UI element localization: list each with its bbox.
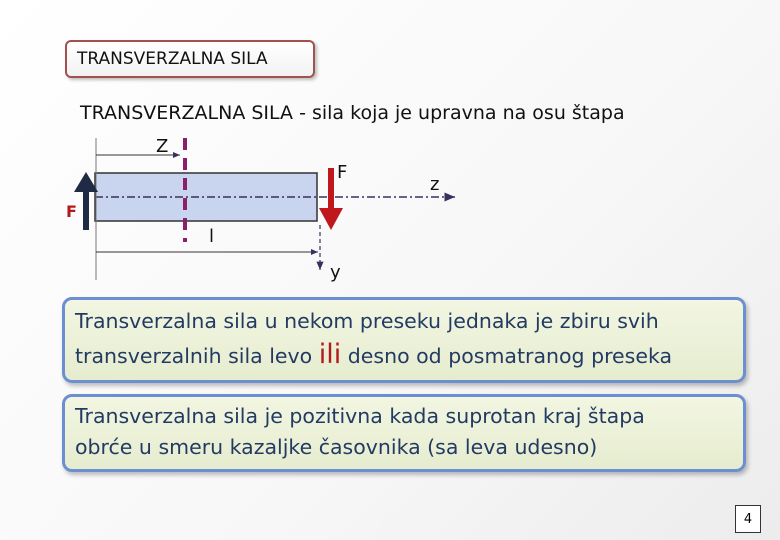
- ili-highlight: ili: [318, 339, 342, 370]
- note1-after: desno od posmatranog preseka: [341, 344, 673, 368]
- note1-line1: Transverzalna sila u nekom preseku jednaka je zbiru svih: [75, 309, 659, 333]
- note2-line1: Transverzalna sila je pozitivna kada suprotan kraj štapa: [75, 404, 645, 428]
- note-box-sign-rule: [62, 394, 746, 472]
- note2-line2: obrće u smeru kazaljke časovnika (sa leva udesno): [75, 435, 598, 459]
- note1-before: transverzalnih sila levo: [75, 344, 319, 368]
- page-number: 4: [735, 505, 761, 533]
- force-label-right: F: [337, 162, 348, 183]
- slide-title: TRANSVERZALNA SILA: [77, 49, 268, 69]
- subtitle: TRANSVERZALNA SILA - sila koja je upravna na osu štapa: [80, 102, 625, 124]
- note-box-sum-rule: [62, 297, 746, 383]
- z-label-axis: z: [430, 174, 440, 195]
- y-label: y: [330, 262, 341, 283]
- length-label: l: [209, 226, 215, 247]
- force-label-left: F: [66, 202, 77, 221]
- note1-line2: [75, 338, 733, 373]
- right-force-head: [319, 208, 343, 230]
- z-label-top: Z: [156, 136, 169, 157]
